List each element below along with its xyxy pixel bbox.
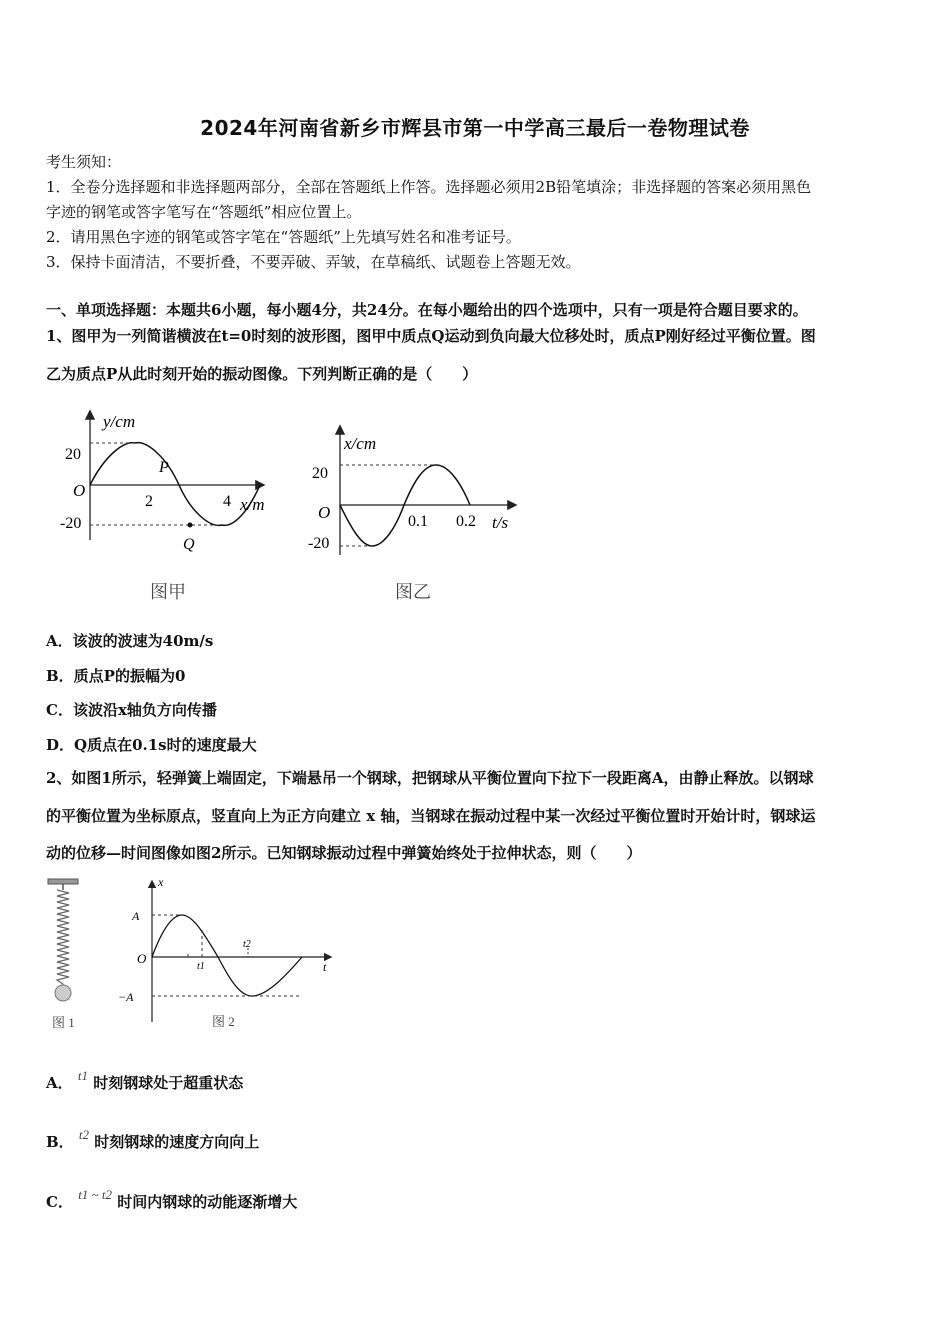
fig-a-ylabel: y/cm [103, 412, 136, 431]
fig-b-ytick-neg20: -20 [308, 535, 330, 552]
q1-option-b: B．质点P的振幅为0 [46, 667, 186, 685]
fig-2-ylabel: x [158, 875, 164, 889]
q2-stem-line-2: 的平衡位置为坐标原点，竖直向上为正方向建立 x 轴，当钢球在振动过程中某一次经过平衡位置时开始计时，钢球运 [46, 807, 816, 825]
fig-2-origin: O [137, 951, 147, 966]
figure-2-displacement-graph [110, 870, 340, 1035]
q1-option-a: A．该波的波速为40m/s [46, 632, 214, 650]
q2-option-c [46, 1187, 298, 1212]
q2-option-a [46, 1068, 244, 1093]
q1-stem-line-2: 乙为质点P从此时刻开始的振动图像。下列判断正确的是（ ） [46, 365, 478, 383]
figure-b-vibration-graph [300, 415, 530, 610]
notice-line-1: 1．全卷分选择题和非选择题两部分，全部在答题纸上作答。选择题必须用2B铅笔填涂；非选择题的答案必须用黑色 [46, 178, 812, 196]
fig-a-point-p: P [159, 459, 169, 476]
page-title: 2024年河南省新乡市辉县市第一中学高三最后一卷物理试卷 [200, 116, 750, 140]
q2-option-c-math: t1 ~ t2 [78, 1187, 112, 1202]
fig-b-xlabel: t/s [492, 513, 509, 532]
fig-a-point-q: Q [183, 536, 195, 553]
q1-option-d: D．Q质点在0.1s时的速度最大 [46, 736, 257, 754]
q2-option-b [46, 1127, 260, 1152]
fig-2-xlabel: t [323, 960, 327, 974]
fig-2-t1: t1 [197, 961, 205, 972]
fig-a-caption: 图甲 [150, 582, 186, 602]
fig-2-a-pos: A [132, 909, 140, 923]
q1-option-c: C．该波沿x轴负方向传播 [46, 701, 217, 719]
q2-option-a-letter: A． [46, 1074, 73, 1092]
fig-1-caption: 图 1 [52, 1015, 75, 1030]
fig-b-origin: O [318, 503, 331, 522]
fig-a-ytick-neg20: -20 [60, 515, 82, 532]
notice-line-3: 2．请用黑色字迹的钢笔或答字笔在“答题纸”上先填写姓名和准考证号。 [46, 228, 521, 246]
q2-option-c-letter: C． [46, 1193, 73, 1211]
q2-stem-line-3: 动的位移—时间图像如图2所示。已知钢球振动过程中弹簧始终处于拉伸状态，则（ ） [46, 844, 642, 862]
q1-stem-line-1: 1、图甲为一列简谐横波在t=0时刻的波形图，图甲中质点Q运动到负向最大位移处时，质点P刚好经过平衡位置。图 [46, 327, 816, 345]
fig-b-xtick-02: 0.2 [456, 513, 476, 530]
figure-a-wave-graph [55, 400, 295, 610]
q2-option-c-text: 时间内钢球的动能逐渐增大 [117, 1193, 298, 1211]
q2-option-a-text: 时刻钢球处于超重状态 [93, 1074, 244, 1092]
fig-b-ylabel: x/cm [344, 434, 377, 453]
fig-a-origin: O [73, 481, 86, 500]
fig-2-t2: t2 [243, 939, 251, 950]
fig-a-xtick-4: 4 [223, 493, 231, 510]
notice-heading: 考生须知： [46, 153, 122, 171]
fig-2-caption: 图 2 [212, 1014, 235, 1029]
fig-a-ytick-20: 20 [65, 446, 81, 463]
fig-a-xlabel: x/m [240, 495, 265, 514]
figure-1-spring [44, 876, 94, 1036]
notice-line-2: 字迹的钢笔或答字笔写在“答题纸”相应位置上。 [46, 203, 362, 221]
fig-b-ytick-20: 20 [312, 465, 328, 482]
q2-stem-line-1: 2、如图1所示，轻弹簧上端固定，下端悬吊一个钢球，把钢球从平衡位置向下拉下一段距离A，由静止释放。以钢球 [46, 769, 814, 787]
notice-line-4: 3．保持卡面清洁，不要折叠，不要弄破、弄皱，在草稿纸、试题卷上答题无效。 [46, 253, 581, 271]
fig-b-caption: 图乙 [395, 582, 431, 602]
q2-option-a-math: t1 [77, 1068, 88, 1083]
section-heading: 一、单项选择题：本题共6小题，每小题4分，共24分。在每小题给出的四个选项中，只有一项是符合题目要求的。 [46, 301, 808, 319]
fig-a-xtick-2: 2 [145, 493, 153, 510]
fig-2-a-neg: −A [118, 990, 134, 1004]
q2-option-b-text: 时刻钢球的速度方向向上 [94, 1133, 260, 1151]
q2-option-b-letter: B． [46, 1133, 74, 1151]
q2-option-b-math: t2 [78, 1127, 90, 1142]
fig-b-xtick-01: 0.1 [408, 513, 428, 530]
